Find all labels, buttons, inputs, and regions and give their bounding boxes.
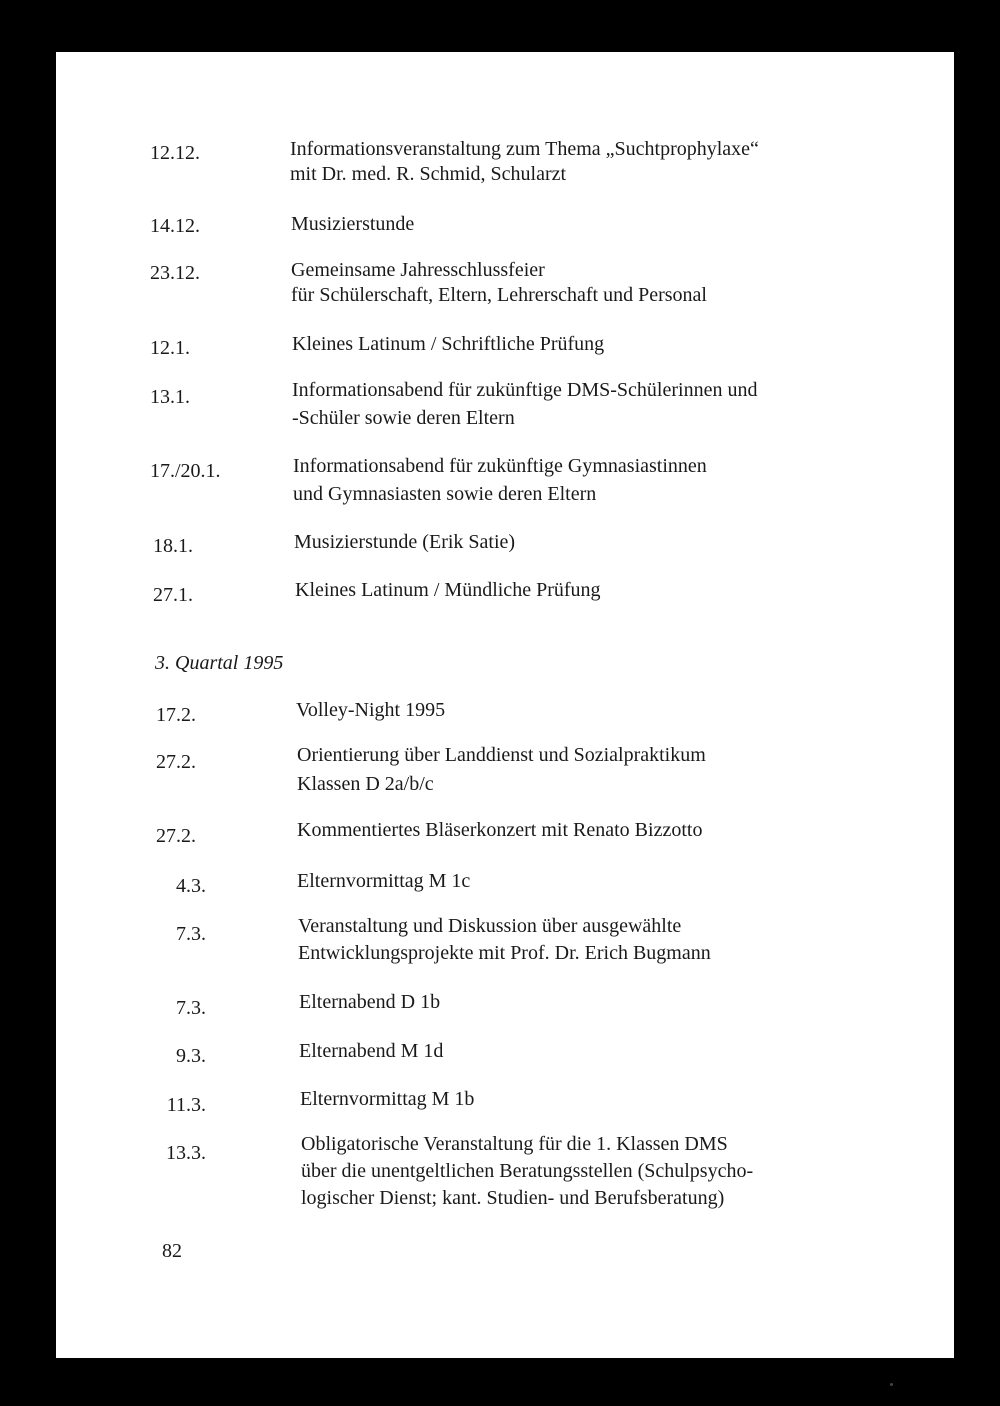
event-description-line: mit Dr. med. R. Schmid, Schularzt [290,163,567,185]
event-description-line: Veranstaltung und Diskussion über ausgewählte [298,915,682,937]
event-description-line: Volley-Night 1995 [296,699,446,721]
event-description-line: -Schüler sowie deren Eltern [292,407,515,429]
event-description-line: für Schülerschaft, Eltern, Lehrerschaft und Personal [291,284,707,306]
event-description-line: Informationsveranstaltung zum Thema „Suchtprophylaxe“ [290,138,759,160]
section-title: 3. Quartal 1995 [155,652,284,674]
document-page [56,52,954,1358]
event-date: 13.1. [150,386,190,408]
event-date: 12.12. [150,142,200,164]
event-description-line: über die unentgeltlichen Beratungsstellen (Schulpsycho- [301,1160,754,1182]
event-date: 27.2. [156,751,196,773]
event-date: 7.3. [176,923,206,945]
event-date: 13.3. [166,1142,206,1164]
event-description-line: Elternabend M 1d [299,1040,444,1062]
event-date: 7.3. [176,997,206,1019]
event-date: 4.3. [176,875,206,897]
scan-speck [890,1383,893,1386]
event-description-line: Elternvormittag M 1b [300,1088,475,1110]
event-description-line: Obligatorische Veranstaltung für die 1. Klassen DMS [301,1133,728,1155]
event-description-line: logischer Dienst; kant. Studien- und Berufsberatung) [301,1187,725,1209]
event-description-line: und Gymnasiasten sowie deren Eltern [293,483,597,505]
event-date: 17.2. [156,704,196,726]
event-description-line: Informationsabend für zukünftige DMS-Schülerinnen und [292,379,758,401]
event-date: 17./20.1. [150,460,221,482]
event-description-line: Elternabend D 1b [299,991,441,1013]
event-date: 14.12. [150,215,200,237]
event-description-line: Kleines Latinum / Mündliche Prüfung [295,579,601,601]
event-date: 12.1. [150,337,190,359]
page-number: 82 [162,1240,182,1262]
event-date: 11.3. [166,1094,206,1116]
event-description-line: Kommentiertes Bläserkonzert mit Renato Bizzotto [297,819,703,841]
event-description-line: Gemeinsame Jahresschlussfeier [291,259,545,281]
event-description-line: Musizierstunde [291,213,415,235]
event-date: 18.1. [153,535,193,557]
event-description-line: Kleines Latinum / Schriftliche Prüfung [292,333,605,355]
event-description-line: Elternvormittag M 1c [297,870,471,892]
event-date: 23.12. [150,262,200,284]
event-description-line: Entwicklungsprojekte mit Prof. Dr. Erich Bugmann [298,942,711,964]
event-date: 27.2. [156,825,196,847]
event-description-line: Informationsabend für zukünftige Gymnasiastinnen [293,455,707,477]
event-description-line: Orientierung über Landdienst und Sozialpraktikum [297,744,706,766]
event-date: 27.1. [153,584,193,606]
event-description-line: Klassen D 2a/b/c [297,773,434,795]
event-date: 9.3. [176,1045,206,1067]
event-description-line: Musizierstunde (Erik Satie) [294,531,516,553]
